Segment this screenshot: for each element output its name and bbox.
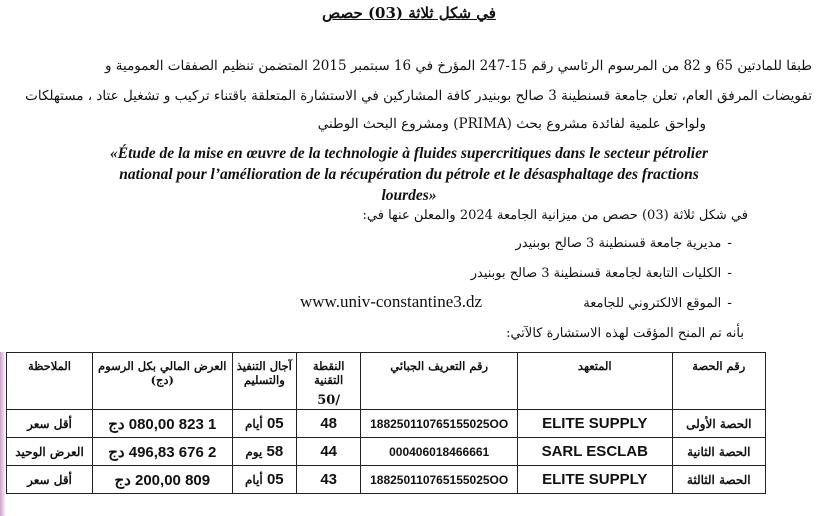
cell-amount: 2 676 496,83 دج [93, 438, 233, 466]
cell-tax-id: 000406018466661 [361, 438, 518, 466]
cell-delay: 05 أيام [232, 410, 297, 438]
bullet-dash-icon: - [727, 236, 732, 251]
cell-amount: 1 823 080,00 دج [93, 410, 233, 438]
cell-lot: الحصة الثانية [672, 438, 765, 466]
intro-line-3: ولواحق علمية لفائدة مشروع بحث (PRIMA) ومشروع البحث الوطني [317, 116, 706, 132]
cell-delay: 58 يوم [232, 438, 297, 466]
cell-bidder: ELITE SUPPLY [518, 466, 673, 494]
cell-tax-id: 188250110765155025OO [361, 466, 518, 494]
cell-score: 44 [297, 438, 361, 466]
header-amount: العرض المالي بكل الرسوم (دج) [93, 353, 233, 410]
cell-score: 43 [297, 466, 361, 494]
cell-amount: 809 200,00 دج [93, 466, 233, 494]
announcement-line: في شكل ثلاثة (03) حصص من ميزانية الجامعة 2024 والمعلن عنها في: [362, 208, 748, 223]
page-title: في شكل ثلاثة (03) حصص [322, 4, 496, 22]
cell-notes: أقل سعر [7, 466, 93, 494]
bullet-item: -مديرية جامعة قسنطينة 3 صالح بوبنيدر [515, 236, 732, 251]
intro-line-2: تفويضات المرفق العام، تعلن جامعة قسنطينة 3 صالح بوبنيدر كافة المشاركين في الاستشارة المتعلقة باقتناء تركيب و تشغيل عتاد ، مستهلكات [25, 88, 812, 104]
cell-notes: العرض الوحيد [7, 438, 93, 466]
bullet-item: -الموقع الالكتروني للجامعة [583, 296, 732, 311]
cell-score: 48 [297, 410, 361, 438]
cell-bidder: ELITE SUPPLY [518, 410, 673, 438]
header-score-max: /50 [317, 393, 341, 408]
table-row [7, 438, 766, 466]
intro-line-1: طبقا للمادتين 65 و 82 من المرسوم الرئاسي رقم 15-247 المؤرخ في 16 سبتمبر 2015 المتضمن تنظيم الصفقات العمومية و [104, 58, 812, 74]
project-title-line-1: «Étude de la mise en œuvre de la technologie à fluides supercritiques dans le secteur pétrolier [109, 145, 708, 162]
header-bidder: المتعهد [518, 353, 673, 410]
header-score [297, 353, 361, 410]
cell-notes: أقل سعر [7, 410, 93, 438]
cell-bidder: SARL ESCLAB [518, 438, 673, 466]
header-score-label: النقطة التقنية [312, 359, 345, 387]
table-row [7, 410, 766, 438]
table-row [7, 466, 766, 494]
project-title-line-3: lourdes» [381, 187, 437, 204]
award-table [6, 352, 766, 494]
header-lot: رقم الحصة [672, 353, 765, 410]
project-title-line-2: national pour l’amélioration de la récupération du pétrole et le désasphaltage des fractions [119, 166, 699, 183]
table-header-row [7, 353, 766, 410]
bullet-item: -الكليات التابعة لجامعة قسنطينة 3 صالح بوبنيدر [470, 266, 732, 281]
website-link[interactable]: www.univ-constantine3.dz [300, 292, 483, 311]
bullet-dash-icon: - [727, 296, 732, 311]
cell-lot: الحصة الثالثة [672, 466, 765, 494]
award-intro-line: بأنه تم المنح المؤقت لهذه الاستشارة كالآتي: [506, 326, 744, 341]
cell-delay: 05 أيام [232, 466, 297, 494]
header-tax-id: رقم التعريف الجبائي [361, 353, 518, 410]
cell-tax-id: 188250110765155025OO [361, 410, 518, 438]
cell-lot: الحصة الأولى [672, 410, 765, 438]
bullet-dash-icon: - [727, 266, 732, 281]
header-delay: آجال التنفيذ والتسليم [232, 353, 297, 410]
header-notes: الملاحظة [7, 353, 93, 410]
